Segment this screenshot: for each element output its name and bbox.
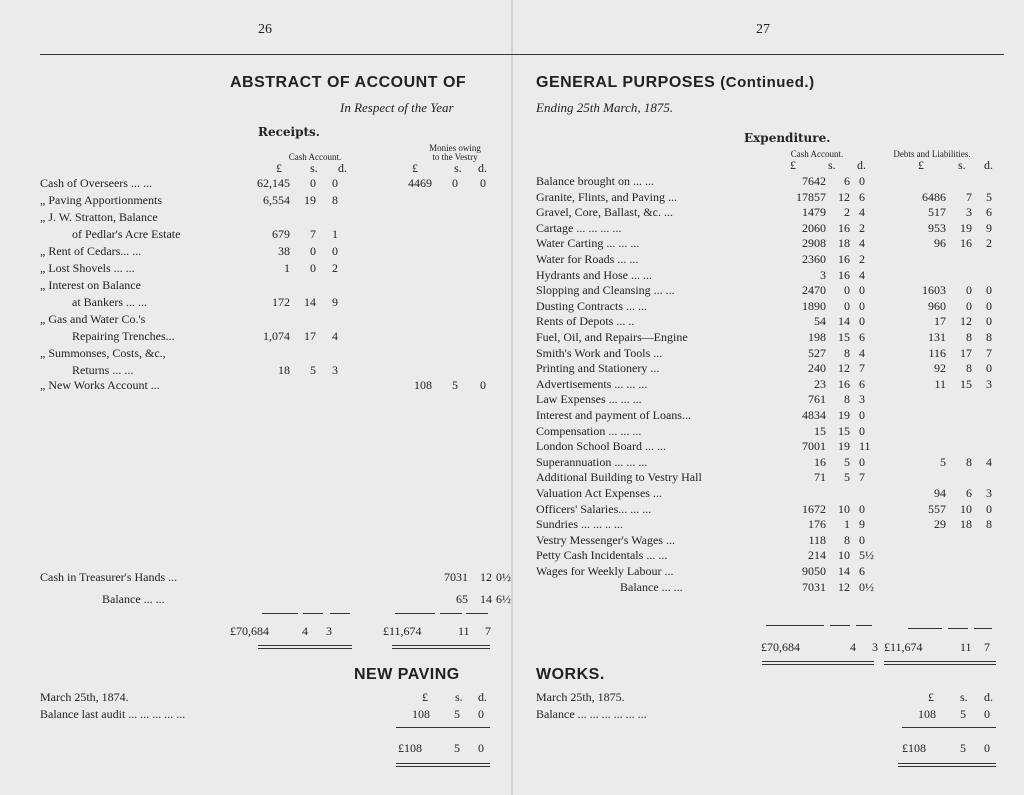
expenditure-pounds: 214 <box>808 548 826 563</box>
currency-l-right: £ <box>790 158 796 172</box>
debt-shillings: 18 <box>960 517 972 532</box>
expenditure-pence: 7 <box>859 361 865 376</box>
debt-shillings: 7 <box>966 189 972 204</box>
rule <box>330 613 350 614</box>
expenditure-label: Valuation Act Expenses ... <box>536 486 662 500</box>
rule <box>396 763 490 764</box>
expenditure-row <box>536 283 1006 298</box>
receipt-row <box>40 210 510 225</box>
rule <box>392 648 490 649</box>
debt-pence: 8 <box>986 517 992 532</box>
expenditure-pounds: 7642 <box>802 174 826 188</box>
expenditure-pence: 3 <box>859 392 865 407</box>
receipt-shillings: 7 <box>310 227 316 241</box>
receipt-row <box>40 378 510 393</box>
receipt-shillings: 5 <box>310 363 316 377</box>
debt-shillings: 8 <box>966 454 972 469</box>
expenditure-pence: 9 <box>859 517 865 532</box>
expenditure-pounds: 2470 <box>802 283 826 298</box>
debt-pence: 0 <box>986 314 992 329</box>
np-date-left: March 25th, 1874. £ s. d. <box>40 690 487 704</box>
receipt-pounds: 1 <box>284 261 290 275</box>
expenditure-pounds: 17857 <box>796 189 826 204</box>
currency-d-monies: d. <box>478 161 487 175</box>
expenditure-row <box>536 174 1006 189</box>
expenditure-shillings: 12 <box>838 361 850 376</box>
expenditure-row <box>536 502 1006 517</box>
receipts-heading: Receipts. <box>258 125 320 139</box>
np-total-right: £108 5 0 <box>902 741 990 755</box>
expenditure-pounds: 3 <box>820 267 826 282</box>
expenditure-pounds: 1890 <box>802 298 826 313</box>
currency-s-monies: s. <box>454 161 462 175</box>
rule <box>258 645 352 646</box>
rule <box>884 661 996 662</box>
rule <box>395 613 435 614</box>
expenditure-shillings: 16 <box>838 376 850 391</box>
new-paving-title-right: WORKS. <box>536 666 605 683</box>
debt-pence: 3 <box>986 376 992 391</box>
debt-pounds: 94 <box>934 486 946 500</box>
receipt-row <box>40 176 510 191</box>
receipt-label: of Pedlar's Acre Estate <box>72 227 181 241</box>
debt-pounds: 116 <box>928 345 946 360</box>
receipt-pounds: 38 <box>278 244 290 258</box>
debt-pounds: 131 <box>928 330 946 344</box>
expenditure-shillings: 19 <box>838 439 850 454</box>
expenditure-shillings: 14 <box>838 314 850 329</box>
debt-pounds: 1603 <box>922 283 946 298</box>
expenditure-row <box>536 361 1006 376</box>
debt-pence: 2 <box>986 236 992 251</box>
receipt-row <box>40 329 510 344</box>
receipt-row <box>40 193 510 208</box>
expenditure-label: Slopping and Cleansing ... ... <box>536 283 675 298</box>
expenditure-shillings: 15 <box>838 330 850 344</box>
expenditure-row <box>536 408 1006 423</box>
expenditure-pounds: 23 <box>814 376 826 391</box>
expenditure-pence: 6 <box>859 564 865 578</box>
expenditure-pounds: 7001 <box>802 439 826 454</box>
expenditure-pence: 0 <box>859 408 865 422</box>
receipt-shillings: 0 <box>310 244 316 258</box>
expenditure-shillings: 14 <box>838 564 850 578</box>
receipt-pence: 8 <box>332 193 338 207</box>
monies-pence: 0 <box>480 378 486 392</box>
currency-d-right: d. <box>857 158 866 172</box>
receipt-shillings: 19 <box>304 193 316 207</box>
expenditure-label: Balance brought on ... ... <box>536 174 654 188</box>
expenditure-pounds: 2908 <box>802 236 826 251</box>
expenditure-pounds: 7031 <box>802 579 826 594</box>
debt-pence: 4 <box>986 454 992 469</box>
expenditure-shillings: 10 <box>838 501 850 516</box>
receipt-shillings: 0 <box>310 176 316 190</box>
receipt-label: „ Gas and Water Co.'s <box>40 312 146 326</box>
expenditure-row <box>536 252 1006 267</box>
expenditure-pounds: 15 <box>814 423 826 438</box>
rule <box>948 628 968 629</box>
expenditure-shillings: 0 <box>844 283 850 298</box>
currency-s-debts: s. <box>958 158 966 172</box>
monies-shillings: 0 <box>452 176 458 190</box>
rule <box>908 628 942 629</box>
expenditure-label: Smith's Work and Tools ... <box>536 345 663 360</box>
debt-pence: 0 <box>986 361 992 376</box>
expenditure-label: Vestry Messenger's Wages ... <box>536 532 675 547</box>
debt-pence: 0 <box>986 501 992 516</box>
expenditure-pounds: 2060 <box>802 220 826 235</box>
debt-shillings: 3 <box>966 205 972 220</box>
expenditure-pence: 0 <box>859 454 865 469</box>
debt-shillings: 0 <box>966 283 972 298</box>
rule <box>396 727 490 728</box>
debt-pence: 0 <box>986 283 992 298</box>
debt-pence: 6 <box>986 205 992 220</box>
page-gutter <box>511 0 513 795</box>
expenditure-label: Granite, Flints, and Paving ... <box>536 189 677 204</box>
debt-shillings: 8 <box>966 330 972 344</box>
debt-pence: 7 <box>986 345 992 360</box>
expenditure-label: Wages for Weekly Labour ... <box>536 564 674 578</box>
receipt-row <box>40 261 510 276</box>
cash-account-header-left: Cash Account. <box>288 152 342 162</box>
expenditure-pounds: 54 <box>814 314 826 329</box>
debt-shillings: 12 <box>960 314 972 329</box>
expenditure-label: London School Board ... ... <box>536 439 666 454</box>
expenditure-label: Dusting Contracts ... ... <box>536 298 647 313</box>
expenditure-pence: 4 <box>859 267 865 282</box>
receipt-label: „ Lost Shovels ... ... <box>40 261 135 275</box>
page-number-left: 26 <box>258 22 272 37</box>
monies-owing-header: Monies owing to the Vestry <box>429 143 481 162</box>
title-right: GENERAL PURPOSES (Continued.) <box>536 74 815 91</box>
rule <box>902 727 996 728</box>
debt-pounds: 92 <box>934 361 946 376</box>
receipt-label: „ Paving Apportionments <box>40 193 162 207</box>
rule <box>974 628 992 629</box>
rule <box>898 766 996 767</box>
total-row-left: £70,684 4 3 £11,674 11 7 <box>230 624 491 638</box>
expenditure-pence: 11 <box>859 439 871 454</box>
expenditure-pence: 0 <box>859 298 865 313</box>
expenditure-row <box>536 533 1006 548</box>
debt-shillings: 19 <box>960 220 972 235</box>
expenditure-shillings: 1 <box>844 517 850 532</box>
debt-pence: 8 <box>986 330 992 344</box>
debts-header: Debts and Liabilities. <box>893 149 971 159</box>
np-balance-right: Balance ... ... ... ... ... ... 108 5 0 <box>536 707 990 721</box>
debt-shillings: 6 <box>966 486 972 500</box>
expenditure-pounds: 9050 <box>802 564 826 578</box>
currency-s-right: s. <box>828 158 836 172</box>
expenditure-label: Law Expenses ... ... ... <box>536 392 642 407</box>
rule <box>440 613 462 614</box>
expenditure-pence: 0 <box>859 501 865 516</box>
receipt-row <box>40 227 510 242</box>
expenditure-pence: 5½ <box>859 548 874 563</box>
currency-d-left: d. <box>338 161 347 175</box>
receipt-pence: 0 <box>332 244 338 258</box>
receipt-row <box>40 244 510 259</box>
expenditure-label: Interest and payment of Loans... <box>536 408 691 422</box>
monies-shillings: 5 <box>452 378 458 392</box>
expenditure-shillings: 8 <box>844 345 850 360</box>
receipt-label: Cash of Overseers ... ... <box>40 176 152 190</box>
rule <box>766 625 824 626</box>
debt-shillings: 8 <box>966 361 972 376</box>
expenditure-pence: 2 <box>859 252 865 266</box>
expenditure-pence: 0 <box>859 314 865 329</box>
receipt-label: „ Summonses, Costs, &c., <box>40 346 166 360</box>
expenditure-row <box>536 268 1006 283</box>
receipt-row <box>40 363 510 378</box>
receipt-pence: 3 <box>332 363 338 377</box>
expenditure-pounds: 4834 <box>802 408 826 422</box>
expenditure-pounds: 176 <box>808 517 826 532</box>
debt-pounds: 6486 <box>922 189 946 204</box>
expenditure-pounds: 118 <box>808 532 826 547</box>
expenditure-pence: 0 <box>859 283 865 298</box>
receipt-shillings: 17 <box>304 329 316 343</box>
np-total-left: £108 5 0 <box>398 741 484 755</box>
expenditure-pence: 0 <box>859 532 865 547</box>
expenditure-pounds: 71 <box>814 470 826 485</box>
debt-pounds: 29 <box>934 517 946 532</box>
expenditure-pounds: 527 <box>808 345 826 360</box>
expenditure-row <box>536 314 1006 329</box>
debt-shillings: 10 <box>960 501 972 516</box>
expenditure-shillings: 12 <box>838 189 850 204</box>
expenditure-shillings: 5 <box>844 470 850 485</box>
np-date-right: March 25th, 1875. £ s. d. <box>536 690 993 704</box>
expenditure-row <box>536 564 1006 579</box>
expenditure-pence: 4 <box>859 345 865 360</box>
receipt-row <box>40 278 510 293</box>
expenditure-label: Balance ... ... <box>620 579 683 594</box>
currency-l-left: £ <box>276 161 282 175</box>
expenditure-shillings: 18 <box>838 236 850 251</box>
expenditure-row <box>536 424 1006 439</box>
expenditure-pounds: 16 <box>814 454 826 469</box>
receipt-pounds: 6,554 <box>263 193 290 207</box>
expenditure-row <box>536 548 1006 563</box>
currency-s-left: s. <box>310 161 318 175</box>
rule <box>262 613 298 614</box>
expenditure-pounds: 198 <box>808 330 826 344</box>
expenditure-label: Gravel, Core, Ballast, &c. ... <box>536 205 673 220</box>
expenditure-shillings: 8 <box>844 532 850 547</box>
debt-pence: 3 <box>986 486 992 500</box>
expenditure-shillings: 5 <box>844 454 850 469</box>
receipt-pence: 1 <box>332 227 338 241</box>
currency-d-debts: d. <box>984 158 993 172</box>
expenditure-label: Petty Cash Incidentals ... ... <box>536 548 668 563</box>
expenditure-pounds: 1672 <box>802 501 826 516</box>
receipt-pence: 0 <box>332 176 338 190</box>
expenditure-label: Printing and Stationery ... <box>536 361 660 376</box>
debt-pounds: 17 <box>934 314 946 329</box>
expenditure-shillings: 12 <box>838 579 850 594</box>
receipt-label: at Bankers ... ... <box>72 295 147 309</box>
receipt-label: Returns ... ... <box>72 363 134 377</box>
receipt-pence: 2 <box>332 261 338 275</box>
expenditure-row <box>536 205 1006 220</box>
expenditure-row <box>536 377 1006 392</box>
expenditure-label: Advertisements ... ... ... <box>536 376 648 391</box>
rule <box>762 664 874 665</box>
expenditure-pence: 0 <box>859 423 865 438</box>
rule <box>396 766 490 767</box>
expenditure-shillings: 16 <box>838 267 850 282</box>
receipt-pounds: 1,074 <box>263 329 290 343</box>
np-balance-left: Balance last audit ... ... ... ... ... 108 5 0 <box>40 707 484 721</box>
currency-l-debts: £ <box>918 158 924 172</box>
debt-pence: 9 <box>986 220 992 235</box>
expenditure-heading: Expenditure. <box>744 131 831 145</box>
expenditure-row <box>536 470 1006 485</box>
debt-shillings: 15 <box>960 376 972 391</box>
new-paving-title-left: NEW PAVING <box>354 666 460 683</box>
receipt-row <box>40 295 510 310</box>
rule <box>392 645 490 646</box>
expenditure-pence: 7 <box>859 470 865 485</box>
rule <box>303 613 323 614</box>
expenditure-row <box>536 517 1006 532</box>
expenditure-shillings: 15 <box>838 423 850 438</box>
subtitle-right: Ending 25th March, 1875. <box>536 100 674 115</box>
expenditure-label: Rents of Depots ... .. <box>536 314 635 329</box>
expenditure-row <box>536 455 1006 470</box>
header-rule <box>40 54 1004 55</box>
expenditure-row <box>536 439 1006 454</box>
receipt-label: „ New Works Account ... <box>40 378 160 392</box>
receipt-pence: 9 <box>332 295 338 309</box>
expenditure-shillings: 16 <box>838 252 850 266</box>
expenditure-shillings: 6 <box>844 174 850 188</box>
receipt-pence: 4 <box>332 329 338 343</box>
treasurer-row: Cash in Treasurer's Hands ... 7031 12 0½ <box>40 570 511 584</box>
receipt-shillings: 14 <box>304 295 316 309</box>
receipt-shillings: 0 <box>310 261 316 275</box>
expenditure-pence: 6 <box>859 330 865 344</box>
rule <box>258 648 352 649</box>
expenditure-label: Additional Building to Vestry Hall <box>536 470 702 485</box>
expenditure-pounds: 1479 <box>802 205 826 220</box>
expenditure-row <box>536 346 1006 361</box>
receipt-pounds: 18 <box>278 363 290 377</box>
expenditure-shillings: 16 <box>838 220 850 235</box>
expenditure-label: Sundries ... ... .. ... <box>536 517 623 532</box>
receipt-label: „ J. W. Stratton, Balance <box>40 210 158 224</box>
rule <box>856 625 872 626</box>
receipt-pounds: 62,145 <box>257 176 290 190</box>
expenditure-pence: 2 <box>859 220 865 235</box>
debt-pounds: 960 <box>928 298 946 313</box>
expenditure-pounds: 240 <box>808 361 826 376</box>
expenditure-label: Cartage ... ... ... ... <box>536 220 622 235</box>
monies-pounds: 4469 <box>408 176 432 190</box>
debt-pence: 0 <box>986 298 992 313</box>
total-row-right: £70,684 4 3 £11,674 11 7 <box>761 640 990 654</box>
receipt-row <box>40 346 510 361</box>
expenditure-row <box>536 486 1006 501</box>
expenditure-row <box>536 330 1006 345</box>
debt-pounds: 96 <box>934 236 946 251</box>
expenditure-row <box>536 299 1006 314</box>
receipt-label: „ Interest on Balance <box>40 278 141 292</box>
rule <box>884 664 996 665</box>
receipt-label: Repairing Trenches... <box>72 329 175 343</box>
page-number-right: 27 <box>756 22 770 37</box>
rule <box>762 661 874 662</box>
expenditure-shillings: 19 <box>838 408 850 422</box>
debt-pounds: 11 <box>934 376 946 391</box>
monies-pence: 0 <box>480 176 486 190</box>
debt-pounds: 557 <box>928 501 946 516</box>
expenditure-shillings: 10 <box>838 548 850 563</box>
receipt-label: „ Rent of Cedars... ... <box>40 244 142 258</box>
expenditure-shillings: 8 <box>844 392 850 407</box>
expenditure-row <box>536 392 1006 407</box>
expenditure-pounds: 2360 <box>802 252 826 266</box>
expenditure-pence: 4 <box>859 236 865 251</box>
balance-row-left: Balance ... ... 65 14 6½ <box>102 592 511 606</box>
cash-account-header-right: Cash Account. <box>790 149 844 159</box>
expenditure-row <box>536 221 1006 236</box>
expenditure-pence: 6 <box>859 189 865 204</box>
rule <box>898 763 996 764</box>
expenditure-pence: 4 <box>859 205 865 220</box>
currency-l-monies: £ <box>412 161 418 175</box>
monies-pounds: 108 <box>414 378 432 392</box>
debt-pounds: 953 <box>928 220 946 235</box>
expenditure-pence: 0½ <box>859 579 874 594</box>
debt-shillings: 17 <box>960 345 972 360</box>
subtitle-left: In Respect of the Year <box>340 100 454 115</box>
expenditure-label: Hydrants and Hose ... ... <box>536 267 652 282</box>
expenditure-label: Water Carting ... ... ... <box>536 236 640 251</box>
debt-pence: 5 <box>986 189 992 204</box>
debt-shillings: 0 <box>966 298 972 313</box>
receipt-row <box>40 312 510 327</box>
expenditure-row <box>536 236 1006 251</box>
expenditure-pence: 6 <box>859 376 865 391</box>
debt-shillings: 16 <box>960 236 972 251</box>
expenditure-label: Compensation ... ... ... <box>536 423 642 438</box>
debt-pounds: 5 <box>940 454 946 469</box>
expenditure-pounds: 761 <box>808 392 826 407</box>
receipt-pounds: 172 <box>272 295 290 309</box>
expenditure-label: Water for Roads ... ... <box>536 252 639 266</box>
receipt-pounds: 679 <box>272 227 290 241</box>
expenditure-shillings: 2 <box>844 205 850 220</box>
rule <box>466 613 488 614</box>
expenditure-shillings: 0 <box>844 298 850 313</box>
expenditure-label: Fuel, Oil, and Repairs—Engine <box>536 330 688 344</box>
expenditure-row <box>536 580 1006 595</box>
expenditure-row <box>536 190 1006 205</box>
rule <box>830 625 850 626</box>
expenditure-label: Officers' Salaries... ... ... <box>536 501 652 516</box>
expenditure-label: Superannuation ... ... ... <box>536 454 648 469</box>
debt-pounds: 517 <box>928 205 946 220</box>
expenditure-pence: 0 <box>859 174 865 188</box>
title-left: ABSTRACT OF ACCOUNT OF <box>230 74 467 91</box>
